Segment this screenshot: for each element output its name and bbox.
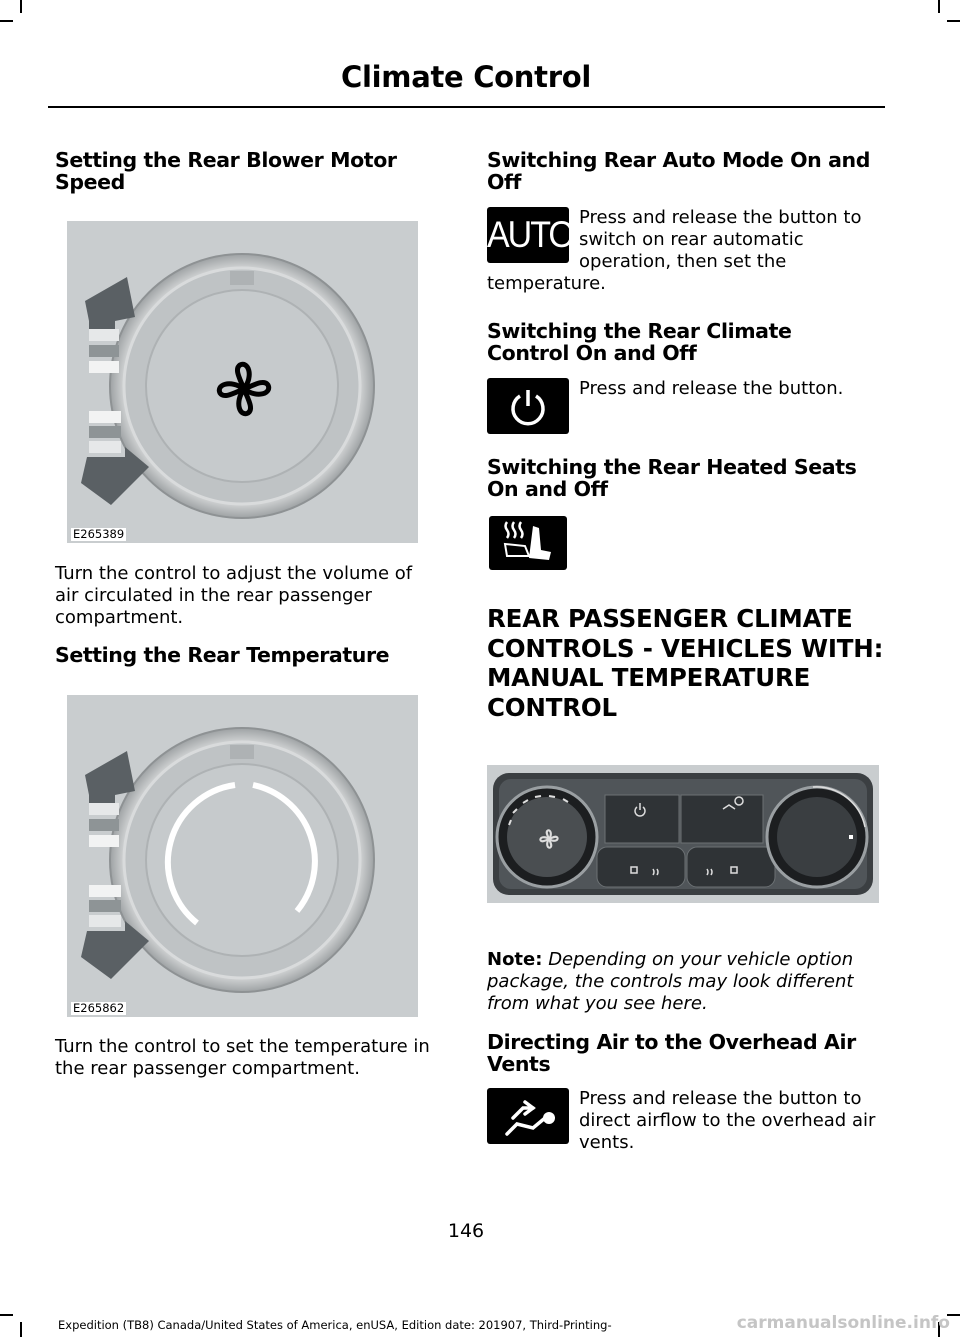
overhead-description: Press and release the button to direct airflow to the overhead air vents.: [579, 1088, 876, 1153]
power-description: Press and release the button.: [579, 378, 844, 399]
crop-mark: [938, 0, 940, 13]
crop-mark: [0, 1314, 13, 1316]
footer-edition: Expedition (TB8) Canada/United States of America, enUSA, Edition date: 201907, Third-Printing-: [58, 1318, 612, 1332]
header-divider: [48, 106, 885, 108]
auto-description: Press and release the button to switch on rear automatic operation, then set the temperature.: [487, 207, 862, 294]
blower-description: Turn the control to adjust the volume of air circulated in the rear passenger compartment.: [55, 563, 413, 628]
blower-knob-illustration: [67, 221, 418, 543]
auto-description-a: [487, 207, 882, 295]
section-heading: REAR PASSENGER CLIMATE CONTROLS - VEHICLES WITH: MANUAL TEMPERATURE CONTROL: [487, 604, 884, 722]
note-label: Note:: [487, 949, 543, 970]
watermark: carmanualsonline.info: [736, 1313, 950, 1333]
temperature-knob-illustration: [67, 695, 418, 1017]
blower-figure: [67, 221, 418, 543]
heated-seats-heading: Switching the Rear Heated Seats On and Off: [487, 455, 857, 501]
note-text: Depending on your vehicle option package, the controls may look different from what you see here.: [487, 949, 854, 1014]
crop-mark: [947, 20, 960, 22]
auto-icon-label: AUTO: [487, 214, 573, 256]
page-title: Climate Control: [341, 60, 591, 94]
crop-mark: [0, 20, 13, 22]
temperature-figure: [67, 695, 418, 1017]
note: [487, 949, 877, 1015]
figure-code: E265862: [73, 1001, 125, 1015]
crop-mark: [20, 0, 22, 13]
page-number: 146: [447, 1220, 485, 1242]
overhead-vent-button-icon: [487, 1088, 569, 1144]
rear-control-panel-figure: [487, 765, 879, 903]
power-button-icon: [487, 378, 569, 434]
figure-code: E265389: [73, 527, 125, 541]
crop-mark: [20, 1322, 22, 1337]
temperature-description: Turn the control to set the temperature in the rear passenger compartment.: [55, 1036, 430, 1079]
power-heading: Switching the Rear Climate Control On and Off: [487, 319, 792, 365]
rear-panel-illustration: [487, 765, 879, 903]
overhead-heading: Directing Air to the Overhead Air Vents: [487, 1030, 856, 1076]
temperature-heading: Setting the Rear Temperature: [55, 643, 390, 667]
auto-heading: Switching Rear Auto Mode On and Off: [487, 148, 871, 194]
heated-seat-icon: [489, 516, 567, 570]
blower-heading: Setting the Rear Blower Motor Speed: [55, 148, 397, 194]
